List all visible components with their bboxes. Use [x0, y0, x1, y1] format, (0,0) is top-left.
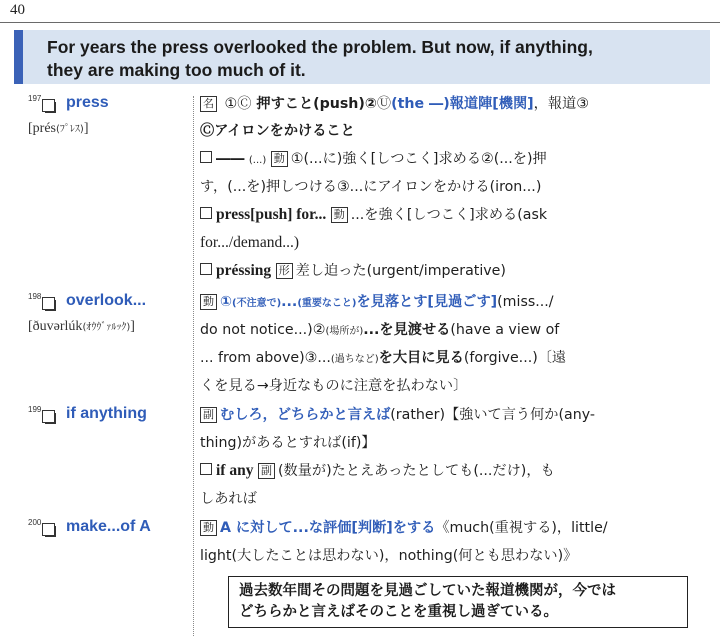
definition-line: ... from above)③...(過ちなど)を大目に見る(forgive...)〔遠 — [200, 350, 567, 366]
definition-line: 副 むしろ，どちらかと言えば(rather)【強いて言う何か(any- — [200, 405, 595, 425]
pos-adjective-icon: 形 — [276, 263, 293, 279]
column-divider — [193, 96, 194, 636]
checkbox-icon[interactable] — [200, 207, 212, 219]
page-number: 40 — [10, 2, 25, 18]
pronunciation: [prés(ﾌﾟﾚｽ)] — [28, 121, 89, 136]
headword: make...of A — [66, 518, 151, 535]
example-sentence-line1: For years the press overlooked the problem. But now, if anything, — [47, 37, 593, 57]
definition-line: light(大したことは思わない)，nothing(何とも思わない)》 — [200, 548, 578, 564]
example-sentence-line2: they are making too much of it. — [47, 60, 306, 80]
definition-line: 名 ①Ⓒ 押すこと(push)②Ⓤ(the ―)報道陣[機関]，報道③ — [200, 94, 589, 114]
example-sentence-banner — [14, 30, 710, 84]
definition-line: Ⓒアイロンをかけること — [200, 123, 355, 139]
pos-noun-icon: 名 — [200, 96, 217, 112]
uncountable-icon: Ⓤ — [376, 96, 392, 112]
pos-adverb-icon: 副 — [258, 463, 275, 479]
translation-box — [228, 576, 688, 628]
definition-line: if any 副 (数量が)たとえあったとしても(...だけ)，も — [200, 461, 555, 481]
definition-line: do not notice...)②(場所が)...を見渡せる(have a view of — [200, 322, 560, 338]
entry-number: 198 — [28, 292, 42, 301]
definition-line: 動 A に対して...な評価[判断]をする《much(重視する)，little/ — [200, 518, 608, 538]
checkbox-icon[interactable] — [42, 523, 55, 536]
checkbox-icon[interactable] — [42, 99, 55, 112]
translation-line2: どちらかと言えばそのことを重視し過ぎている。 — [239, 604, 558, 620]
pos-verb-icon: 動 — [200, 294, 217, 310]
pronunciation: [ðuvərlúk(ｵｳｳﾞｧﾙｯｸ)] — [28, 319, 135, 334]
definition-line: 動 ①(不注意で)...(重要なこと)を見落とす[見過ごす](miss.../ — [200, 292, 554, 314]
definition-line: for.../demand...) — [200, 234, 300, 251]
definition-line: くを見る→身近なものに注意を払わない〕 — [200, 378, 468, 394]
definition-line: préssing 形 差し迫った(urgent/imperative) — [200, 261, 506, 281]
checkbox-icon[interactable] — [42, 410, 55, 423]
checkbox-icon[interactable] — [200, 151, 212, 163]
pos-verb-icon: 動 — [200, 520, 217, 536]
checkbox-icon[interactable] — [200, 263, 212, 275]
entry-number: 197 — [28, 94, 42, 103]
headword: if anything — [66, 405, 147, 422]
countable-icon: Ⓒ — [237, 96, 252, 112]
definition-line: press[push] for... 動 ...を強く[しつこく]求める(ask — [200, 205, 547, 225]
pos-verb-icon: 動 — [271, 151, 288, 167]
checkbox-icon[interactable] — [200, 463, 212, 475]
header-rule — [0, 22, 720, 23]
pos-verb-icon: 動 — [331, 207, 348, 223]
entry-number: 200 — [28, 518, 42, 527]
pos-adverb-icon: 副 — [200, 407, 217, 423]
headword: press — [66, 94, 109, 111]
headword: overlook... — [66, 292, 147, 309]
definition-line: す，(...を)押しつける③...にアイロンをかける(iron...) — [200, 179, 542, 195]
translation-line1: 過去数年間その問題を見過ごしていた報道機関が，今では — [239, 583, 616, 599]
definition-line: しあれば — [200, 491, 257, 507]
definition-line: ―― (...) 動 ①(...に)強く[しつこく]求める②(...を)押 — [200, 149, 547, 171]
checkbox-icon[interactable] — [42, 297, 55, 310]
entry-number: 199 — [28, 405, 42, 414]
definition-line: thing)があるとすれば(if)】 — [200, 435, 376, 451]
